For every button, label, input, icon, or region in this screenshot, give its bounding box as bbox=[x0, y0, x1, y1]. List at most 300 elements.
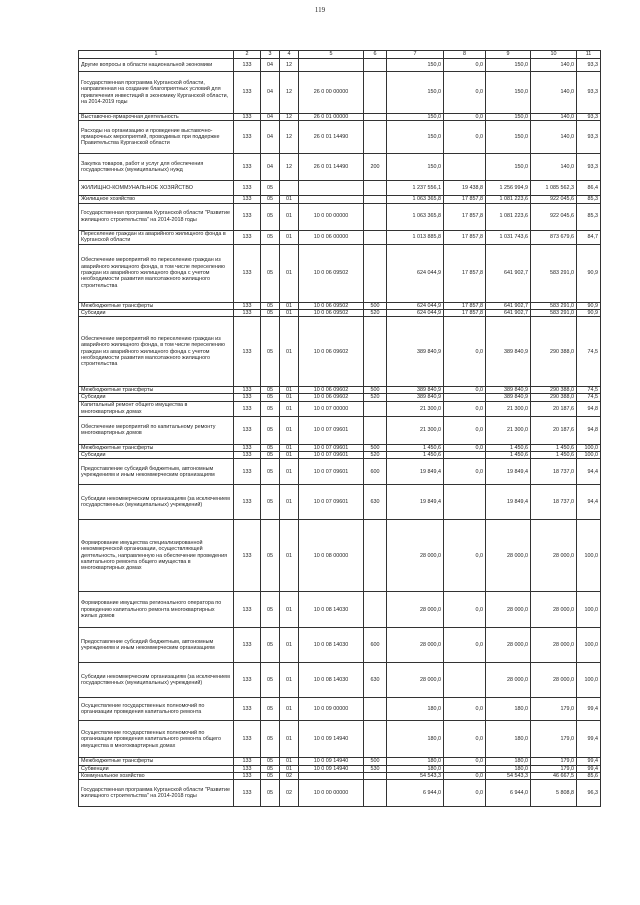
table-cell: 18 737,0 bbox=[531, 485, 577, 520]
table-cell: 500 bbox=[364, 758, 387, 765]
table-cell bbox=[364, 416, 387, 444]
table-cell: 28 000,0 bbox=[387, 663, 444, 698]
table-cell: 01 bbox=[280, 230, 299, 244]
table-cell: 84,7 bbox=[577, 230, 601, 244]
table-cell bbox=[364, 244, 387, 302]
table-cell bbox=[299, 59, 364, 72]
row-name: Межбюджетные трансферты bbox=[79, 444, 234, 451]
row-name: Государственная программа Курганской области "Развитие жилищного строительства" на 2014-2018 годы bbox=[79, 203, 234, 230]
row-name: ЖИЛИЩНО-КОММУНАЛЬНОЕ ХОЗЯЙСТВО bbox=[79, 181, 234, 196]
table-cell: 28 000,0 bbox=[486, 520, 531, 592]
column-header: 2 bbox=[234, 51, 261, 59]
table-cell: 1 085 562,3 bbox=[531, 181, 577, 196]
table-body bbox=[79, 51, 601, 807]
table-cell: 05 bbox=[261, 394, 280, 401]
table-cell: 0,0 bbox=[444, 780, 486, 807]
table-cell: 150,0 bbox=[387, 59, 444, 72]
table-cell: 179,0 bbox=[531, 698, 577, 721]
table-cell bbox=[299, 772, 364, 779]
table-cell: 28 000,0 bbox=[387, 628, 444, 663]
row-name: Другие вопросы в области национальной экономики bbox=[79, 59, 234, 72]
table-cell: 133 bbox=[234, 772, 261, 779]
table-cell: 05 bbox=[261, 317, 280, 387]
table-cell: 140,0 bbox=[531, 154, 577, 181]
table-cell: 10 0 07 09601 bbox=[299, 416, 364, 444]
table-cell: 0,0 bbox=[444, 698, 486, 721]
table-cell: 0,0 bbox=[444, 459, 486, 485]
table-cell: 10 0 08 14030 bbox=[299, 663, 364, 698]
table-cell: 10 0 07 00000 bbox=[299, 401, 364, 416]
table-cell: 0,0 bbox=[444, 121, 486, 154]
table-cell: 10 0 09 00000 bbox=[299, 698, 364, 721]
table-cell: 1 013 885,8 bbox=[387, 230, 444, 244]
table-row bbox=[79, 459, 601, 485]
table-cell: 17 857,8 bbox=[444, 244, 486, 302]
table-cell: 01 bbox=[280, 485, 299, 520]
table-row bbox=[79, 758, 601, 765]
table-cell: 150,0 bbox=[387, 72, 444, 114]
table-cell: 90,9 bbox=[577, 244, 601, 302]
table-cell: 0,0 bbox=[444, 758, 486, 765]
table-cell: 389 840,9 bbox=[486, 394, 531, 401]
table-cell: 133 bbox=[234, 114, 261, 121]
table-cell: 46 667,5 bbox=[531, 772, 577, 779]
table-cell: 26 0 01 14490 bbox=[299, 121, 364, 154]
table-cell: 05 bbox=[261, 244, 280, 302]
table-row bbox=[79, 444, 601, 451]
table-cell: 133 bbox=[234, 387, 261, 394]
table-cell bbox=[364, 592, 387, 628]
table-cell: 12 bbox=[280, 59, 299, 72]
column-header: 4 bbox=[280, 51, 299, 59]
table-cell: 140,0 bbox=[531, 59, 577, 72]
table-cell: 90,9 bbox=[577, 302, 601, 309]
row-name: Субсидии bbox=[79, 394, 234, 401]
table-cell: 10 0 08 00000 bbox=[299, 520, 364, 592]
table-cell: 624 044,9 bbox=[387, 302, 444, 309]
table-cell: 100,0 bbox=[577, 592, 601, 628]
row-name: Обеспечение мероприятий по капитальному ремонту многоквартирных домов bbox=[79, 416, 234, 444]
row-name: Выставочно-ярмарочная деятельность bbox=[79, 114, 234, 121]
table-cell: 140,0 bbox=[531, 114, 577, 121]
table-row bbox=[79, 765, 601, 772]
table-cell: 133 bbox=[234, 592, 261, 628]
table-cell: 150,0 bbox=[486, 72, 531, 114]
table-cell: 1 450,6 bbox=[486, 452, 531, 459]
table-cell: 583 291,0 bbox=[531, 309, 577, 316]
table-cell: 133 bbox=[234, 459, 261, 485]
row-name: Закупка товаров, работ и услуг для обеспечения государственных (муниципальных) нужд bbox=[79, 154, 234, 181]
table-cell: 1 081 223,6 bbox=[486, 203, 531, 230]
table-cell: 179,0 bbox=[531, 765, 577, 772]
table-row bbox=[79, 72, 601, 114]
table-cell: 19 438,8 bbox=[444, 181, 486, 196]
table-cell: 100,0 bbox=[577, 663, 601, 698]
row-name: Межбюджетные трансферты bbox=[79, 387, 234, 394]
table-row bbox=[79, 154, 601, 181]
table-cell: 19 849,4 bbox=[486, 459, 531, 485]
table-cell: 5 808,8 bbox=[531, 780, 577, 807]
table-cell: 26 0 01 14490 bbox=[299, 154, 364, 181]
table-row bbox=[79, 520, 601, 592]
table-cell: 10 0 00 00000 bbox=[299, 780, 364, 807]
table-cell: 85,6 bbox=[577, 772, 601, 779]
table-cell: 1 081 223,6 bbox=[486, 196, 531, 203]
table-cell: 28 000,0 bbox=[486, 628, 531, 663]
table-cell: 05 bbox=[261, 520, 280, 592]
table-cell: 150,0 bbox=[387, 114, 444, 121]
table-row bbox=[79, 317, 601, 387]
table-cell: 624 044,9 bbox=[387, 244, 444, 302]
table-cell: 0,0 bbox=[444, 416, 486, 444]
table-cell bbox=[280, 181, 299, 196]
table-cell bbox=[364, 121, 387, 154]
row-name: Межбюджетные трансферты bbox=[79, 302, 234, 309]
column-header: 7 bbox=[387, 51, 444, 59]
row-name: Осуществление государственных полномочий по организации проведения капитального ремонта bbox=[79, 698, 234, 721]
table-cell: 133 bbox=[234, 309, 261, 316]
table-row bbox=[79, 181, 601, 196]
table-cell: 10 0 08 14030 bbox=[299, 628, 364, 663]
table-cell: 180,0 bbox=[387, 721, 444, 758]
table-cell: 200 bbox=[364, 154, 387, 181]
table-cell: 74,5 bbox=[577, 387, 601, 394]
table-row bbox=[79, 230, 601, 244]
table-cell: 21 300,0 bbox=[486, 416, 531, 444]
row-name: Предоставление субсидий бюджетным, автономным учреждениям и иным некоммерческим организациям bbox=[79, 459, 234, 485]
column-header: 1 bbox=[79, 51, 234, 59]
table-row bbox=[79, 485, 601, 520]
table-cell: 17 857,8 bbox=[444, 230, 486, 244]
table-cell: 133 bbox=[234, 203, 261, 230]
table-cell: 01 bbox=[280, 765, 299, 772]
table-cell: 133 bbox=[234, 780, 261, 807]
table-cell: 290 388,0 bbox=[531, 394, 577, 401]
column-header: 5 bbox=[299, 51, 364, 59]
table-cell bbox=[364, 72, 387, 114]
table-cell: 1 031 743,6 bbox=[486, 230, 531, 244]
table-cell: 500 bbox=[364, 444, 387, 451]
table-cell: 600 bbox=[364, 459, 387, 485]
table-cell: 600 bbox=[364, 628, 387, 663]
table-cell: 0,0 bbox=[444, 772, 486, 779]
table-row bbox=[79, 628, 601, 663]
table-cell: 133 bbox=[234, 485, 261, 520]
row-name: Формирование имущества специализированной некоммерческой организации, осуществляющей деятельность, направленную на обеспечение проведения капитального ремонта общего имущества в многоквартирных домах bbox=[79, 520, 234, 592]
table-row bbox=[79, 698, 601, 721]
table-cell: 05 bbox=[261, 401, 280, 416]
table-cell: 150,0 bbox=[486, 114, 531, 121]
table-cell: 05 bbox=[261, 592, 280, 628]
table-cell: 133 bbox=[234, 59, 261, 72]
table-cell: 10 0 06 09602 bbox=[299, 394, 364, 401]
table-cell: 05 bbox=[261, 203, 280, 230]
table-cell bbox=[364, 181, 387, 196]
table-cell: 17 857,8 bbox=[444, 196, 486, 203]
table-cell: 100,0 bbox=[577, 520, 601, 592]
row-name: Субсидии некоммерческим организациям (за исключением государственных (муниципальных) учреждений) bbox=[79, 663, 234, 698]
table-cell: 10 0 06 09502 bbox=[299, 244, 364, 302]
table-cell: 04 bbox=[261, 72, 280, 114]
table-cell: 94,8 bbox=[577, 401, 601, 416]
table-row bbox=[79, 114, 601, 121]
table-cell: 93,3 bbox=[577, 59, 601, 72]
table-cell: 389 840,9 bbox=[387, 317, 444, 387]
table-cell: 05 bbox=[261, 663, 280, 698]
table-cell: 01 bbox=[280, 459, 299, 485]
table-row bbox=[79, 121, 601, 154]
table-cell: 12 bbox=[280, 154, 299, 181]
table-cell: 133 bbox=[234, 181, 261, 196]
table-cell: 28 000,0 bbox=[531, 628, 577, 663]
table-cell: 85,3 bbox=[577, 196, 601, 203]
table-cell: 01 bbox=[280, 394, 299, 401]
table-cell: 100,0 bbox=[577, 628, 601, 663]
table-cell: 180,0 bbox=[486, 758, 531, 765]
table-row bbox=[79, 196, 601, 203]
table-row bbox=[79, 401, 601, 416]
table-cell: 150,0 bbox=[387, 121, 444, 154]
table-cell: 10 0 07 09601 bbox=[299, 444, 364, 451]
table-cell bbox=[364, 203, 387, 230]
row-name: Субвенции bbox=[79, 765, 234, 772]
table-cell: 10 0 07 09601 bbox=[299, 485, 364, 520]
column-header: 6 bbox=[364, 51, 387, 59]
table-cell: 05 bbox=[261, 444, 280, 451]
table-cell bbox=[299, 181, 364, 196]
table-cell: 28 000,0 bbox=[531, 592, 577, 628]
table-cell bbox=[364, 772, 387, 779]
table-cell: 133 bbox=[234, 401, 261, 416]
table-cell bbox=[364, 520, 387, 592]
table-cell: 1 237 556,1 bbox=[387, 181, 444, 196]
table-cell: 19 849,4 bbox=[387, 459, 444, 485]
table-cell: 01 bbox=[280, 628, 299, 663]
table-header-row bbox=[79, 51, 601, 59]
table-cell: 20 187,6 bbox=[531, 401, 577, 416]
table-cell: 530 bbox=[364, 765, 387, 772]
table-cell: 389 840,9 bbox=[387, 394, 444, 401]
table-cell: 630 bbox=[364, 485, 387, 520]
table-row bbox=[79, 394, 601, 401]
table-cell: 0,0 bbox=[444, 628, 486, 663]
column-header: 8 bbox=[444, 51, 486, 59]
table-cell: 133 bbox=[234, 394, 261, 401]
table-cell bbox=[444, 154, 486, 181]
table-cell: 133 bbox=[234, 452, 261, 459]
table-cell: 10 0 06 09602 bbox=[299, 387, 364, 394]
table-cell bbox=[364, 230, 387, 244]
table-cell: 01 bbox=[280, 416, 299, 444]
table-cell: 641 902,7 bbox=[486, 244, 531, 302]
table-cell: 133 bbox=[234, 698, 261, 721]
table-cell bbox=[364, 317, 387, 387]
table-cell: 02 bbox=[280, 780, 299, 807]
table-cell: 20 187,6 bbox=[531, 416, 577, 444]
table-cell: 28 000,0 bbox=[531, 663, 577, 698]
table-cell bbox=[364, 401, 387, 416]
table-cell: 90,9 bbox=[577, 309, 601, 316]
table-cell: 05 bbox=[261, 452, 280, 459]
table-cell: 140,0 bbox=[531, 121, 577, 154]
table-cell: 133 bbox=[234, 416, 261, 444]
table-cell: 0,0 bbox=[444, 114, 486, 121]
table-cell: 01 bbox=[280, 698, 299, 721]
table-cell: 12 bbox=[280, 121, 299, 154]
column-header: 9 bbox=[486, 51, 531, 59]
table-cell: 01 bbox=[280, 203, 299, 230]
table-cell: 180,0 bbox=[387, 758, 444, 765]
page-number: 119 bbox=[314, 6, 326, 14]
row-name: Государственная программа Курганской области, направленная на создание благоприятных условий для привлечения инвестиций в экономику Курганской области, на 2014-2019 годы bbox=[79, 72, 234, 114]
table-cell: 180,0 bbox=[486, 721, 531, 758]
row-name: Субсидии некоммерческим организациям (за исключением государственных (муниципальных) учреждений) bbox=[79, 485, 234, 520]
column-header: 10 bbox=[531, 51, 577, 59]
table-cell bbox=[444, 394, 486, 401]
table-cell: 133 bbox=[234, 520, 261, 592]
table-row bbox=[79, 663, 601, 698]
table-cell: 10 0 07 09601 bbox=[299, 452, 364, 459]
table-cell: 05 bbox=[261, 181, 280, 196]
table-cell: 01 bbox=[280, 244, 299, 302]
table-cell: 01 bbox=[280, 401, 299, 416]
table-row bbox=[79, 203, 601, 230]
table-cell bbox=[364, 196, 387, 203]
table-cell: 0,0 bbox=[444, 59, 486, 72]
table-cell: 93,3 bbox=[577, 72, 601, 114]
table-cell: 133 bbox=[234, 317, 261, 387]
table-cell: 873 679,6 bbox=[531, 230, 577, 244]
table-cell: 05 bbox=[261, 758, 280, 765]
table-cell: 93,3 bbox=[577, 121, 601, 154]
table-cell: 99,4 bbox=[577, 721, 601, 758]
table-cell: 1 450,6 bbox=[486, 444, 531, 451]
table-cell: 05 bbox=[261, 765, 280, 772]
table-cell: 04 bbox=[261, 114, 280, 121]
table-cell: 6 944,0 bbox=[387, 780, 444, 807]
row-name: Субсидии bbox=[79, 452, 234, 459]
table-cell: 01 bbox=[280, 196, 299, 203]
table-cell: 922 045,6 bbox=[531, 203, 577, 230]
table-cell: 1 256 994,9 bbox=[486, 181, 531, 196]
table-cell: 0,0 bbox=[444, 592, 486, 628]
row-name: Обеспечение мероприятий по переселению граждан из аварийного жилищного фонда, в том числе переселению граждан из аварийного жилищного фонда с учетом необходимости развития малоэтажного жилищного строительства bbox=[79, 244, 234, 302]
table-cell: 93,3 bbox=[577, 154, 601, 181]
table-cell: 17 857,8 bbox=[444, 203, 486, 230]
column-header: 3 bbox=[261, 51, 280, 59]
table-cell: 99,4 bbox=[577, 758, 601, 765]
table-cell: 133 bbox=[234, 628, 261, 663]
table-cell: 624 044,9 bbox=[387, 309, 444, 316]
table-cell: 133 bbox=[234, 302, 261, 309]
table-cell bbox=[444, 765, 486, 772]
table-cell: 10 0 06 00000 bbox=[299, 230, 364, 244]
table-cell: 520 bbox=[364, 452, 387, 459]
table-cell: 74,5 bbox=[577, 394, 601, 401]
table-cell: 0,0 bbox=[444, 721, 486, 758]
table-cell: 17 857,8 bbox=[444, 309, 486, 316]
table-cell: 28 000,0 bbox=[387, 592, 444, 628]
table-cell: 05 bbox=[261, 302, 280, 309]
table-cell: 01 bbox=[280, 663, 299, 698]
table-cell: 01 bbox=[280, 452, 299, 459]
table-cell: 93,3 bbox=[577, 114, 601, 121]
table-cell bbox=[364, 780, 387, 807]
table-cell bbox=[364, 721, 387, 758]
table-cell: 01 bbox=[280, 387, 299, 394]
table-cell: 100,0 bbox=[577, 452, 601, 459]
table-cell: 133 bbox=[234, 72, 261, 114]
table-cell: 94,4 bbox=[577, 485, 601, 520]
table-cell: 500 bbox=[364, 387, 387, 394]
table-cell: 01 bbox=[280, 520, 299, 592]
table-cell: 05 bbox=[261, 196, 280, 203]
table-cell: 21 300,0 bbox=[387, 416, 444, 444]
table-row bbox=[79, 780, 601, 807]
table-cell: 133 bbox=[234, 765, 261, 772]
table-cell: 520 bbox=[364, 394, 387, 401]
table-cell: 85,3 bbox=[577, 203, 601, 230]
row-name: Жилищное хозяйство bbox=[79, 196, 234, 203]
row-name: Государственная программа Курганской области "Развитие жилищного строительства" на 2014-2018 годы bbox=[79, 780, 234, 807]
table-cell: 150,0 bbox=[387, 154, 444, 181]
table-cell: 922 045,6 bbox=[531, 196, 577, 203]
table-cell: 05 bbox=[261, 459, 280, 485]
table-cell: 05 bbox=[261, 416, 280, 444]
table-cell: 05 bbox=[261, 628, 280, 663]
table-cell: 180,0 bbox=[486, 698, 531, 721]
table-cell: 04 bbox=[261, 121, 280, 154]
table-cell: 05 bbox=[261, 485, 280, 520]
table-cell: 94,8 bbox=[577, 416, 601, 444]
table-cell: 0,0 bbox=[444, 444, 486, 451]
table-cell: 28 000,0 bbox=[486, 592, 531, 628]
table-cell: 26 0 00 00000 bbox=[299, 72, 364, 114]
table-cell: 1 063 365,8 bbox=[387, 196, 444, 203]
table-cell: 10 0 09 14940 bbox=[299, 721, 364, 758]
row-name: Межбюджетные трансферты bbox=[79, 758, 234, 765]
table-cell: 6 944,0 bbox=[486, 780, 531, 807]
table-cell: 179,0 bbox=[531, 758, 577, 765]
table-cell: 01 bbox=[280, 317, 299, 387]
table-cell: 05 bbox=[261, 780, 280, 807]
table-cell bbox=[444, 485, 486, 520]
table-cell: 0,0 bbox=[444, 317, 486, 387]
table-cell: 133 bbox=[234, 663, 261, 698]
table-cell: 12 bbox=[280, 72, 299, 114]
table-cell: 10 0 06 09502 bbox=[299, 302, 364, 309]
budget-table bbox=[78, 50, 601, 807]
table-cell: 389 840,9 bbox=[486, 387, 531, 394]
table-cell: 10 0 06 09602 bbox=[299, 317, 364, 387]
table-cell: 180,0 bbox=[387, 698, 444, 721]
table-cell: 500 bbox=[364, 302, 387, 309]
table-cell bbox=[364, 698, 387, 721]
table-cell: 10 0 09 14940 bbox=[299, 765, 364, 772]
table-cell: 54 543,3 bbox=[387, 772, 444, 779]
table-cell: 05 bbox=[261, 772, 280, 779]
table-row bbox=[79, 244, 601, 302]
table-row bbox=[79, 721, 601, 758]
table-cell: 28 000,0 bbox=[531, 520, 577, 592]
table-cell: 389 840,9 bbox=[486, 317, 531, 387]
table-cell: 01 bbox=[280, 302, 299, 309]
table-row bbox=[79, 302, 601, 309]
table-cell: 100,0 bbox=[577, 444, 601, 451]
table-row bbox=[79, 452, 601, 459]
table-cell: 133 bbox=[234, 121, 261, 154]
row-name: Капитальный ремонт общего имущества в многоквартирных домах bbox=[79, 401, 234, 416]
